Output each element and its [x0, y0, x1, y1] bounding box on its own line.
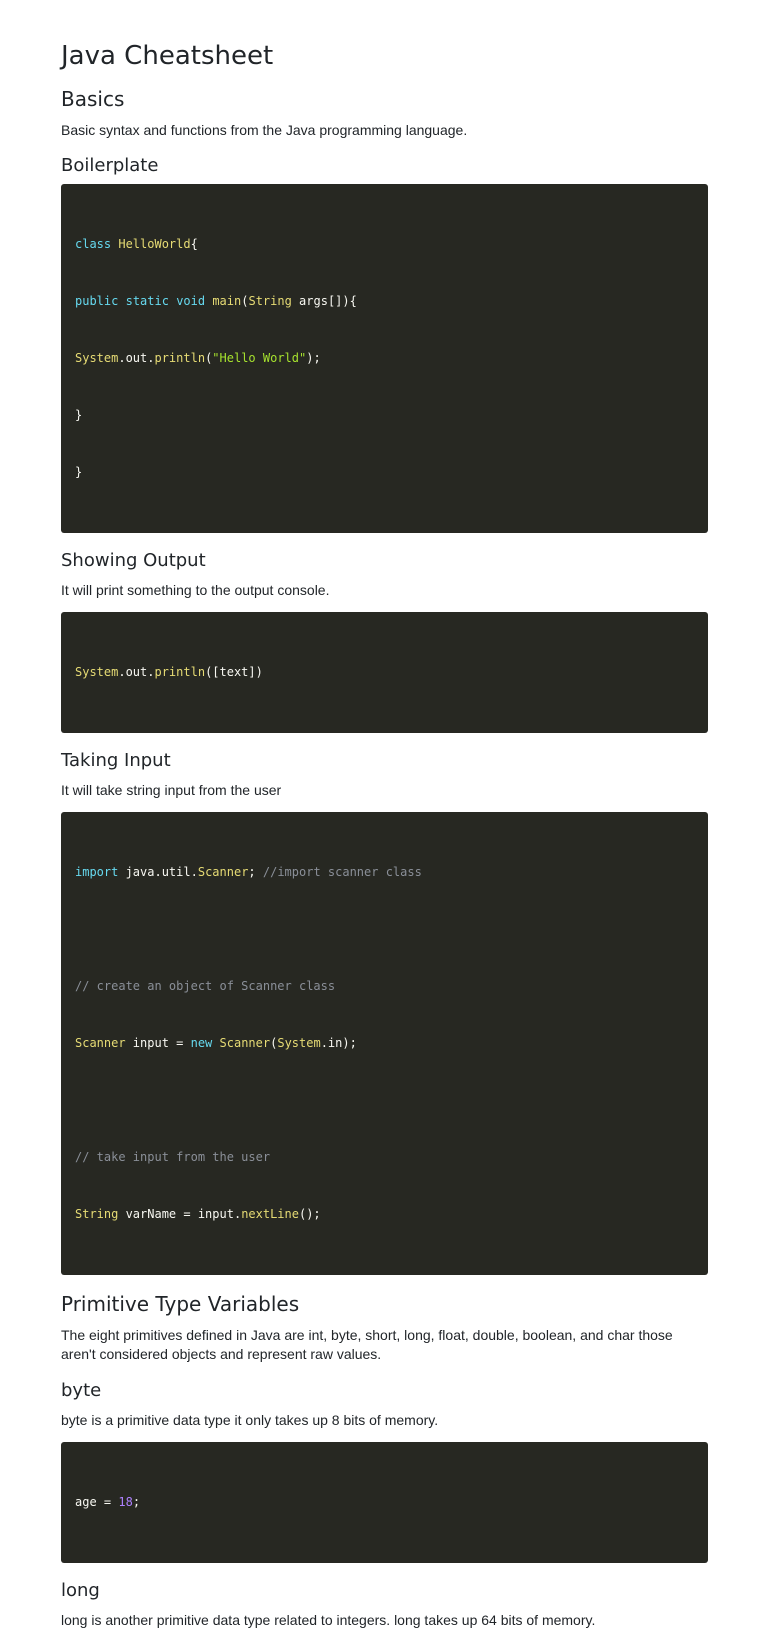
- byte-code-block[interactable]: [61, 1442, 708, 1563]
- code-line: String varName = input.nextLine();: [75, 1207, 321, 1221]
- code-line: System.out.println("Hello World");: [75, 351, 321, 365]
- basics-description: Basic syntax and functions from the Java programming language.: [61, 122, 468, 138]
- code-line: [75, 1091, 694, 1110]
- code-line: Scanner input = new Scanner(System.in);: [75, 1036, 357, 1050]
- code-line: import java.util.Scanner; //import scanner class: [75, 865, 422, 879]
- code-line: }: [75, 465, 83, 479]
- boilerplate-code-block[interactable]: [61, 184, 708, 533]
- taking-input-heading: Taking Input: [61, 750, 171, 771]
- byte-description: byte is a primitive data type it only takes up 8 bits of memory.: [61, 1412, 439, 1428]
- code-line: class HelloWorld{: [75, 237, 198, 251]
- page-title: Java Cheatsheet: [61, 41, 274, 71]
- long-heading: long: [61, 1580, 100, 1601]
- showing-output-heading: Showing Output: [61, 550, 206, 571]
- byte-heading: byte: [61, 1380, 102, 1401]
- basics-heading: Basics: [61, 87, 125, 111]
- showing-output-code-block[interactable]: [61, 612, 708, 733]
- code-line: System.out.println([text]): [75, 665, 263, 679]
- primitive-description: The eight primitives defined in Java are int, byte, short, long, float, double, boolean, and char those aren't considered objects and represent raw values.: [61, 1327, 673, 1362]
- primitive-heading: Primitive Type Variables: [61, 1292, 300, 1316]
- code-line: public static void main(String args[]){: [75, 294, 357, 308]
- code-line: [75, 920, 694, 939]
- showing-output-description: It will print something to the output console.: [61, 582, 330, 598]
- code-line: // take input from the user: [75, 1150, 271, 1164]
- code-line: // create an object of Scanner class: [75, 979, 336, 993]
- boilerplate-heading: Boilerplate: [61, 155, 159, 176]
- code-line: }: [75, 408, 83, 422]
- code-line: age = 18;: [75, 1495, 141, 1509]
- long-description: long is another primitive data type related to integers. long takes up 64 bits of memory.: [61, 1612, 596, 1628]
- taking-input-code-block[interactable]: [61, 812, 708, 1275]
- taking-input-description: It will take string input from the user: [61, 782, 282, 798]
